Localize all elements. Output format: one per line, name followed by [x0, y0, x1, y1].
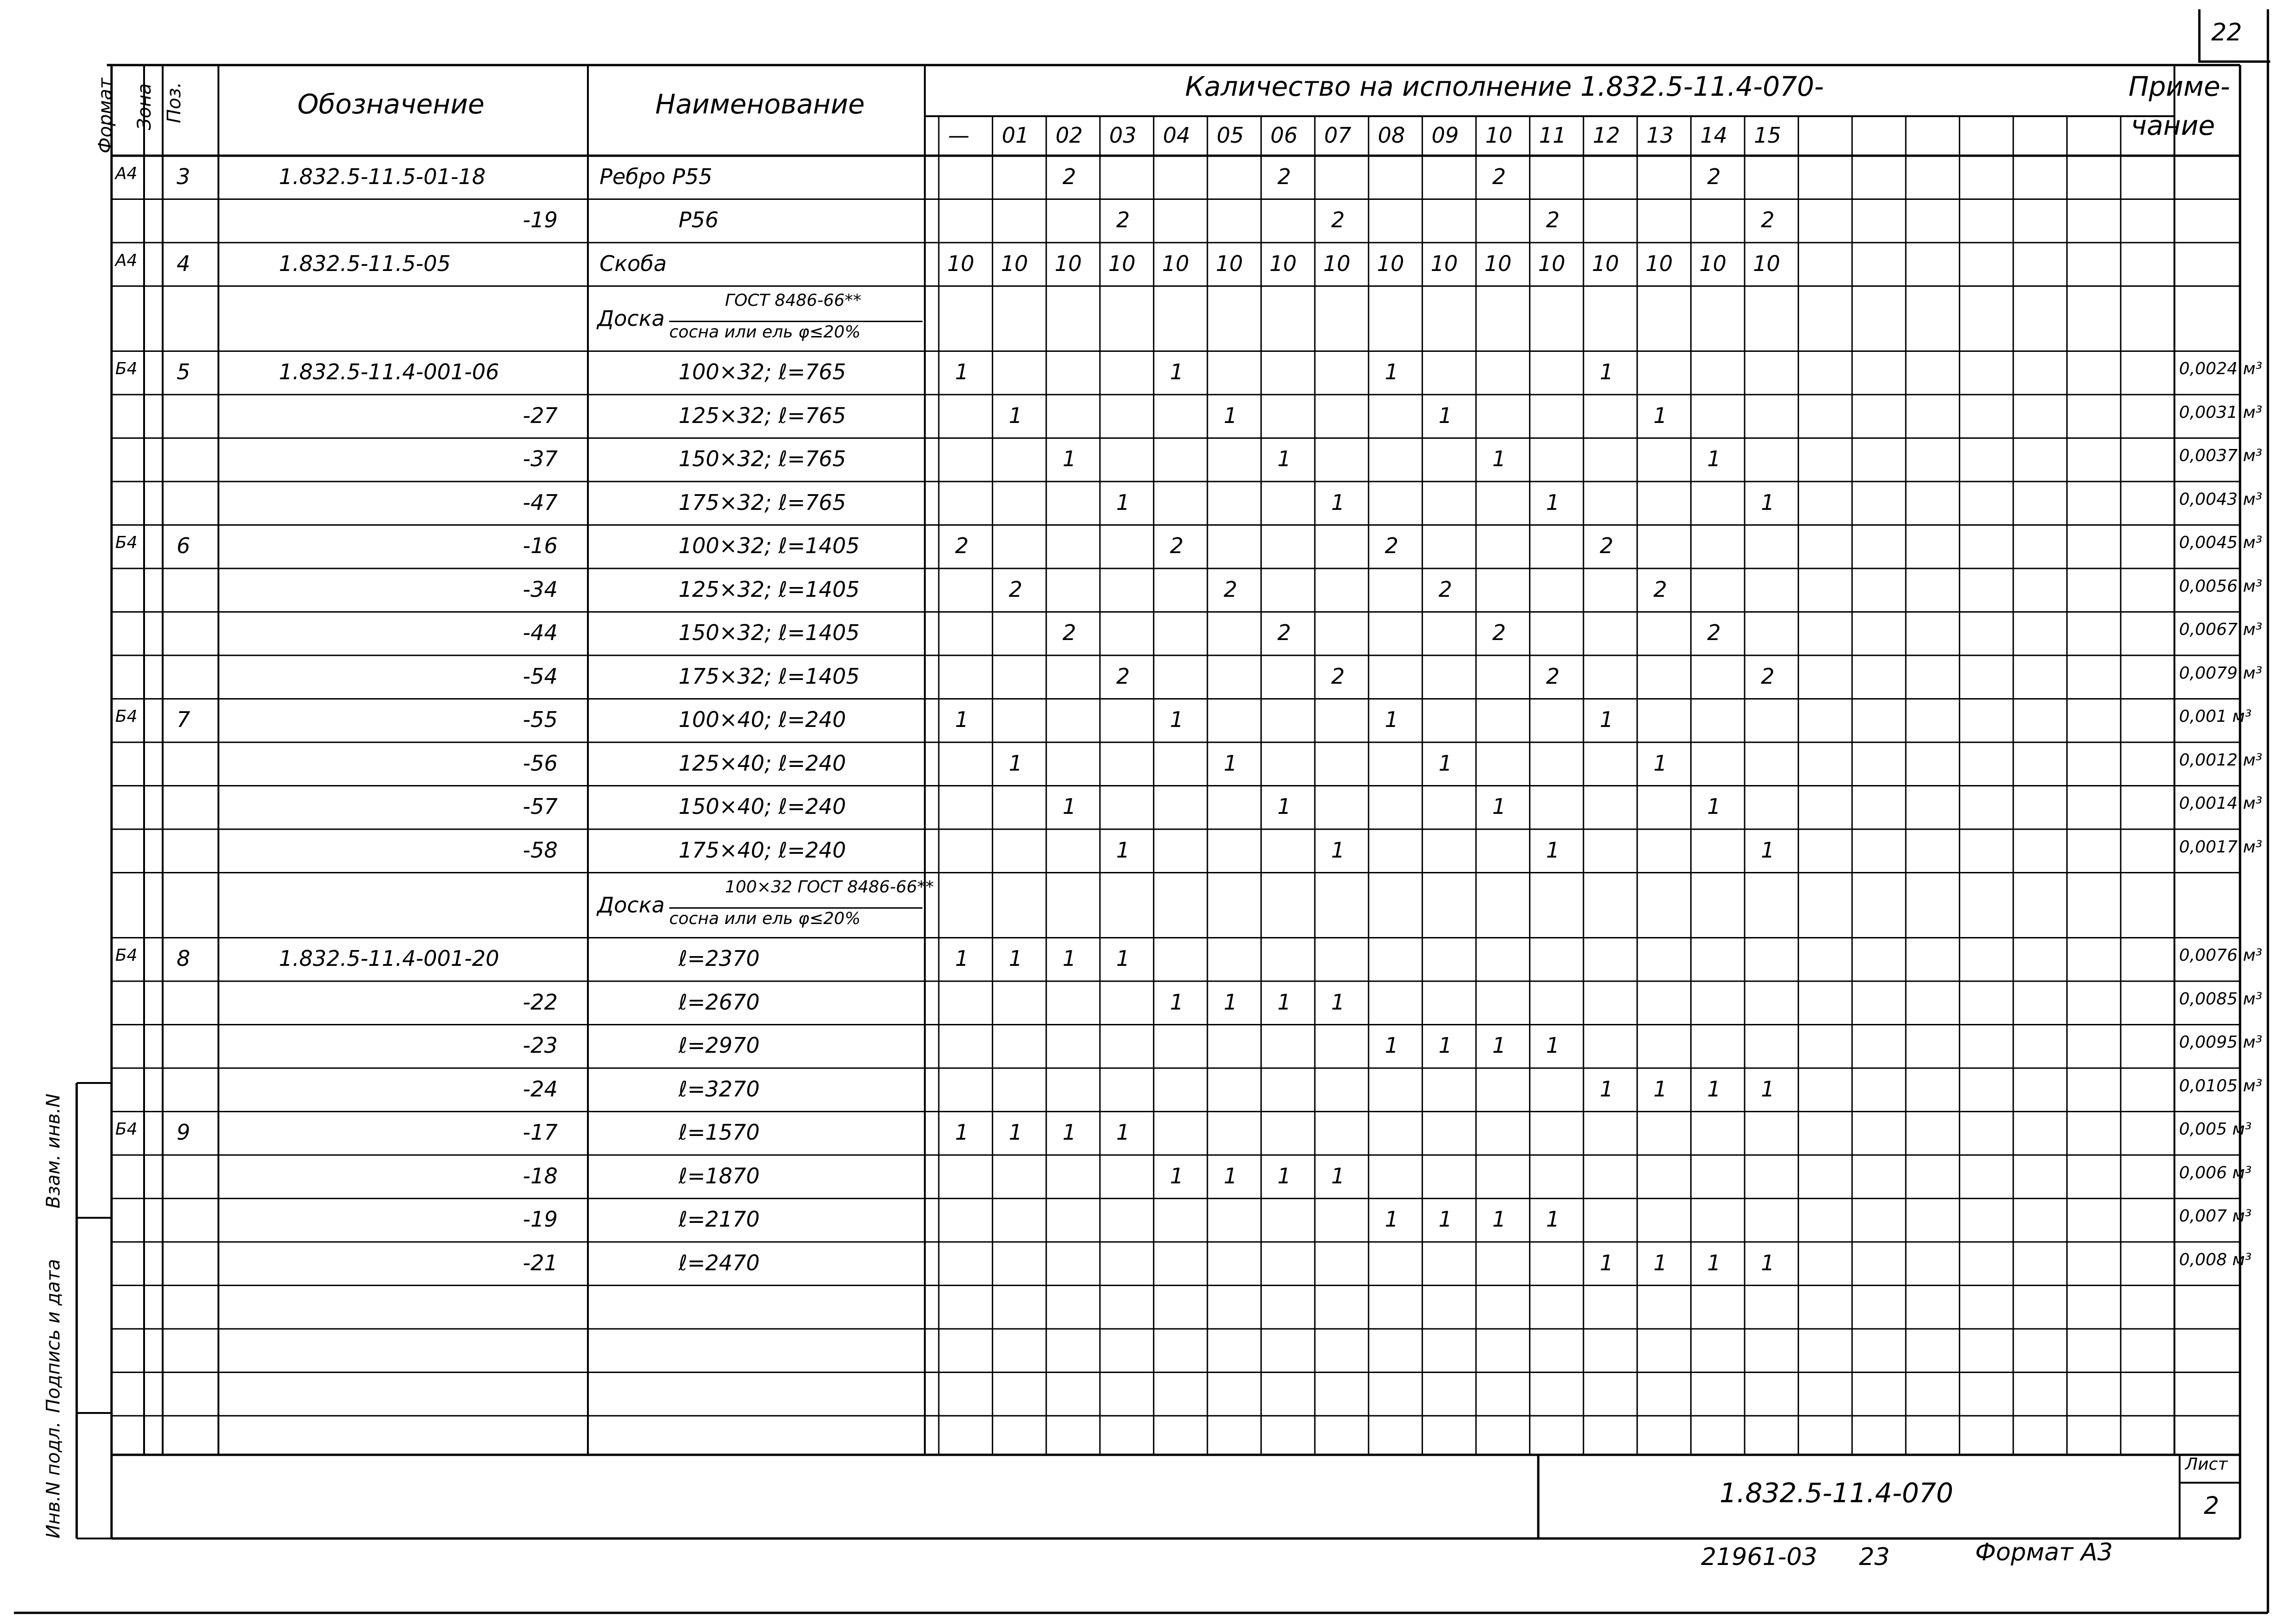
row-format: Б4	[115, 946, 138, 965]
row-format: А4	[115, 164, 138, 183]
row-designation: -21	[522, 1250, 558, 1275]
exec-col-header: 02	[1055, 123, 1083, 148]
row-name-prefix: Доска	[597, 892, 665, 918]
qty-cell: 10	[1538, 251, 1566, 276]
qty-cell: 1	[1707, 1250, 1721, 1275]
row-format: Б4	[115, 1120, 138, 1139]
row-name: 100×40; ℓ=240	[679, 707, 846, 733]
qty-cell: 1	[1116, 837, 1130, 863]
qty-cell: 1	[955, 359, 969, 385]
row-designation: 1.832.5-11.5-05	[279, 251, 451, 276]
qty-cell: 10	[1001, 251, 1028, 276]
qty-cell: 2	[1384, 533, 1399, 559]
row-name: 100×32; ℓ=1405	[679, 533, 860, 559]
qty-cell: 2	[1653, 576, 1667, 602]
row-name-prefix: Доска	[597, 305, 665, 331]
row-name-bottom: сосна или ель φ≤20%	[669, 909, 861, 928]
row-note: 0,0067 м³	[2179, 620, 2262, 640]
row-name: 175×32; ℓ=1405	[679, 663, 860, 689]
qty-cell: 1	[1761, 1076, 1775, 1102]
qty-cell: 1	[1438, 403, 1452, 428]
qty-cell: 2	[1707, 164, 1721, 189]
row-note: 0,0076 м³	[2179, 946, 2262, 965]
qty-cell: 1	[1384, 359, 1399, 385]
qty-cell: 2	[955, 533, 969, 559]
qty-cell: 2	[1062, 620, 1076, 646]
row-name: 100×32; ℓ=765	[679, 359, 846, 385]
row-name-top: ГОСТ 8486-66**	[725, 290, 862, 310]
exec-col-header: 01	[1002, 123, 1029, 148]
qty-cell: 1	[1384, 707, 1399, 733]
qty-cell: 1	[1116, 946, 1130, 971]
footer-page-number: 23	[1859, 1543, 1890, 1571]
row-designation: -34	[522, 576, 558, 602]
qty-cell: 1	[955, 707, 969, 733]
row-name: 150×32; ℓ=765	[679, 446, 846, 472]
qty-cell: 2	[1062, 164, 1076, 189]
qty-cell: 1	[1761, 1250, 1775, 1275]
qty-cell: 2	[1761, 207, 1775, 233]
row-note: 0,005 м³	[2179, 1120, 2252, 1139]
row-note: 0,006 м³	[2179, 1163, 2252, 1182]
qty-cell: 1	[1008, 946, 1022, 971]
qty-cell: 2	[1761, 663, 1775, 689]
qty-cell: 1	[1438, 1207, 1452, 1232]
qty-cell: 2	[1331, 663, 1345, 689]
exec-col-header: 03	[1109, 123, 1137, 148]
row-designation: -54	[522, 663, 558, 689]
qty-cell: 10	[1269, 251, 1297, 276]
exec-col-header: 07	[1324, 123, 1351, 148]
exec-col-header: —	[948, 123, 969, 148]
row-designation: -44	[522, 620, 558, 646]
qty-cell: 1	[1331, 989, 1345, 1015]
qty-cell: 1	[1492, 1207, 1506, 1232]
row-name: 150×32; ℓ=1405	[679, 620, 860, 646]
row-note: 0,007 м³	[2179, 1207, 2252, 1226]
row-designation: -47	[522, 489, 558, 515]
row-name: ℓ=2170	[679, 1207, 760, 1232]
row-designation: 1.832.5-11.4-001-06	[279, 359, 500, 385]
header-pos: Поз.	[164, 82, 185, 123]
qty-cell: 1	[1653, 1250, 1667, 1275]
qty-cell: 2	[1707, 620, 1721, 646]
qty-cell: 1	[1492, 794, 1506, 819]
row-designation: -19	[522, 1207, 558, 1232]
row-name: Р56	[679, 207, 719, 233]
row-format: А4	[115, 251, 138, 270]
row-name: ℓ=2370	[679, 946, 760, 971]
qty-cell: 1	[1438, 1033, 1452, 1058]
qty-cell: 1	[1331, 1163, 1345, 1188]
qty-cell: 2	[1116, 207, 1130, 233]
row-note: 0,0095 м³	[2179, 1033, 2262, 1052]
header-quantity-title: Каличество на исполнение 1.832.5-11.4-070-	[1185, 71, 1824, 102]
exec-col-header: 05	[1217, 123, 1244, 148]
qty-cell: 1	[1331, 837, 1345, 863]
row-name: ℓ=3270	[679, 1076, 760, 1102]
qty-cell: 10	[1592, 251, 1619, 276]
row-name: 125×32; ℓ=1405	[679, 576, 860, 602]
qty-cell: 10	[1162, 251, 1189, 276]
qty-cell: 2	[1170, 533, 1184, 559]
row-designation: -19	[522, 207, 558, 233]
row-designation: 1.832.5-11.4-001-20	[279, 946, 500, 971]
exec-col-header: 12	[1593, 123, 1620, 148]
qty-cell: 1	[1653, 403, 1667, 428]
header-name: Наименование	[655, 88, 865, 120]
qty-cell: 1	[1546, 489, 1560, 515]
row-designation: -37	[522, 446, 558, 472]
row-designation: -16	[522, 533, 558, 559]
qty-cell: 1	[1438, 750, 1452, 776]
row-name-bottom: сосна или ель φ≤20%	[669, 322, 861, 342]
qty-cell: 1	[1384, 1207, 1399, 1232]
qty-cell: 1	[1277, 446, 1291, 472]
qty-cell: 1	[1331, 489, 1345, 515]
row-designation: -17	[522, 1120, 558, 1145]
qty-cell: 1	[1170, 1163, 1184, 1188]
exec-col-header: 11	[1539, 123, 1567, 148]
row-designation: -58	[522, 837, 558, 863]
header-note-line1: Приме-	[2128, 71, 2230, 102]
row-name: 175×32; ℓ=765	[679, 489, 846, 515]
qty-cell: 2	[1277, 164, 1291, 189]
row-format: Б4	[115, 359, 138, 379]
qty-cell: 1	[1224, 1163, 1238, 1188]
qty-cell: 1	[1707, 794, 1721, 819]
row-note: 0,0037 м³	[2179, 446, 2262, 466]
footer-format: Формат А3	[1975, 1538, 2113, 1566]
qty-cell: 1	[1707, 446, 1721, 472]
qty-cell: 2	[1600, 533, 1614, 559]
row-pos: 3	[177, 164, 191, 189]
header-format: Формат	[95, 78, 116, 153]
qty-cell: 1	[1116, 1120, 1130, 1145]
qty-cell: 1	[1062, 446, 1076, 472]
qty-cell: 2	[1492, 620, 1506, 646]
qty-cell: 2	[1438, 576, 1452, 602]
exec-col-header: 08	[1377, 123, 1405, 148]
exec-col-header: 14	[1700, 123, 1727, 148]
exec-col-header: 10	[1485, 123, 1513, 148]
row-name: 150×40; ℓ=240	[679, 794, 846, 819]
qty-cell: 1	[1008, 750, 1022, 776]
row-note: 0,008 м³	[2179, 1250, 2252, 1269]
exec-col-header: 13	[1646, 123, 1674, 148]
row-name: ℓ=2470	[679, 1250, 760, 1275]
qty-cell: 10	[1430, 251, 1458, 276]
row-note: 0,0017 м³	[2179, 837, 2262, 857]
row-designation: -24	[522, 1076, 558, 1102]
exec-col-header: 09	[1431, 123, 1459, 148]
qty-cell: 1	[1062, 1120, 1076, 1145]
qty-cell: 1	[1653, 750, 1667, 776]
row-designation: -22	[522, 989, 558, 1015]
exec-col-header: 06	[1270, 123, 1298, 148]
row-designation: -18	[522, 1163, 558, 1188]
row-pos: 6	[177, 533, 191, 559]
row-note: 0,0105 м³	[2179, 1076, 2262, 1096]
row-note: 0,0043 м³	[2179, 489, 2262, 509]
qty-cell: 1	[1492, 1033, 1506, 1058]
qty-cell: 1	[1277, 1163, 1291, 1188]
qty-cell: 1	[1170, 359, 1184, 385]
row-note: 0,0056 м³	[2179, 576, 2262, 596]
row-designation: -57	[522, 794, 558, 819]
qty-cell: 1	[1546, 1033, 1560, 1058]
row-note: 0,0079 м³	[2179, 663, 2262, 683]
row-designation: 1.832.5-11.5-01-18	[279, 164, 486, 189]
qty-cell: 1	[1600, 1250, 1614, 1275]
qty-cell: 1	[1761, 489, 1775, 515]
qty-cell: 1	[1116, 489, 1130, 515]
qty-cell: 1	[1707, 1076, 1721, 1102]
header-zone: Зона	[134, 83, 155, 130]
footer-order-number: 21961-03	[1701, 1543, 1818, 1571]
qty-cell: 1	[1546, 1207, 1560, 1232]
qty-cell: 1	[1008, 403, 1022, 428]
qty-cell: 1	[1384, 1033, 1399, 1058]
qty-cell: 10	[1108, 251, 1136, 276]
qty-cell: 1	[1492, 446, 1506, 472]
side-label-vzam: Взам. инв.N	[43, 1093, 64, 1208]
side-label-podpis: Подпись и дата	[43, 1259, 64, 1413]
qty-cell: 2	[1116, 663, 1130, 689]
qty-cell: 1	[1277, 989, 1291, 1015]
row-name: ℓ=2670	[679, 989, 760, 1015]
qty-cell: 1	[955, 946, 969, 971]
title-block-sheet-value: 2	[2204, 1492, 2220, 1520]
qty-cell: 10	[1645, 251, 1673, 276]
row-note: 0,0014 м³	[2179, 794, 2262, 813]
qty-cell: 1	[1224, 750, 1238, 776]
row-name: 125×32; ℓ=765	[679, 403, 846, 428]
row-pos: 8	[177, 946, 191, 971]
row-designation: -55	[522, 707, 558, 733]
qty-cell: 1	[1062, 946, 1076, 971]
exec-col-header: 15	[1754, 123, 1781, 148]
qty-cell: 2	[1546, 207, 1560, 233]
row-note: 0,0024 м³	[2179, 359, 2262, 379]
qty-cell: 2	[1331, 207, 1345, 233]
qty-cell: 10	[1753, 251, 1780, 276]
row-format: Б4	[115, 533, 138, 553]
row-name: Скоба	[600, 251, 667, 276]
qty-cell: 10	[1054, 251, 1082, 276]
row-name: 175×40; ℓ=240	[679, 837, 846, 863]
row-pos: 5	[177, 359, 191, 385]
row-note: 0,001 м³	[2179, 707, 2252, 726]
row-designation: -56	[522, 750, 558, 776]
row-name: ℓ=1870	[679, 1163, 760, 1188]
row-name: ℓ=1570	[679, 1120, 760, 1145]
row-pos: 9	[177, 1120, 191, 1145]
row-pos: 4	[177, 251, 191, 276]
row-note: 0,0012 м³	[2179, 750, 2262, 770]
qty-cell: 10	[947, 251, 975, 276]
qty-cell: 2	[1224, 576, 1238, 602]
qty-cell: 10	[1377, 251, 1404, 276]
title-block-sheet-label: Лист	[2185, 1455, 2228, 1474]
row-name-top: 100×32 ГОСТ 8486-66**	[725, 877, 934, 897]
qty-cell: 1	[1653, 1076, 1667, 1102]
row-note: 0,0045 м³	[2179, 533, 2262, 553]
header-note-line2: чание	[2131, 110, 2215, 141]
row-designation: -27	[522, 403, 558, 428]
qty-cell: 1	[1008, 1120, 1022, 1145]
qty-cell: 1	[1546, 837, 1560, 863]
qty-cell: 1	[1170, 989, 1184, 1015]
qty-cell: 1	[1600, 707, 1614, 733]
qty-cell: 1	[1062, 794, 1076, 819]
row-name: ℓ=2970	[679, 1033, 760, 1058]
row-format: Б4	[115, 707, 138, 726]
qty-cell: 10	[1699, 251, 1726, 276]
qty-cell: 2	[1492, 164, 1506, 189]
qty-cell: 1	[1600, 359, 1614, 385]
row-note: 0,0031 м³	[2179, 403, 2262, 422]
qty-cell: 1	[955, 1120, 969, 1145]
qty-cell: 1	[1170, 707, 1184, 733]
qty-cell: 10	[1323, 251, 1351, 276]
row-name: Ребро Р55	[600, 164, 712, 189]
qty-cell: 10	[1216, 251, 1243, 276]
row-designation: -23	[522, 1033, 558, 1058]
qty-cell: 10	[1484, 251, 1512, 276]
qty-cell: 1	[1224, 403, 1238, 428]
qty-cell: 2	[1546, 663, 1560, 689]
sheet-number: 22	[2211, 19, 2242, 46]
qty-cell: 1	[1277, 794, 1291, 819]
header-designation: Обозначение	[297, 88, 485, 120]
row-pos: 7	[177, 707, 191, 733]
qty-cell: 2	[1277, 620, 1291, 646]
side-label-inv-podl: Инв.N подл.	[43, 1421, 64, 1538]
row-note: 0,0085 м³	[2179, 989, 2262, 1009]
exec-col-header: 04	[1163, 123, 1190, 148]
qty-cell: 1	[1224, 989, 1238, 1015]
qty-cell: 1	[1761, 837, 1775, 863]
qty-cell: 1	[1600, 1076, 1614, 1102]
title-block-doc-code: 1.832.5-11.4-070	[1720, 1477, 1954, 1509]
qty-cell: 2	[1008, 576, 1022, 602]
row-name: 125×40; ℓ=240	[679, 750, 846, 776]
